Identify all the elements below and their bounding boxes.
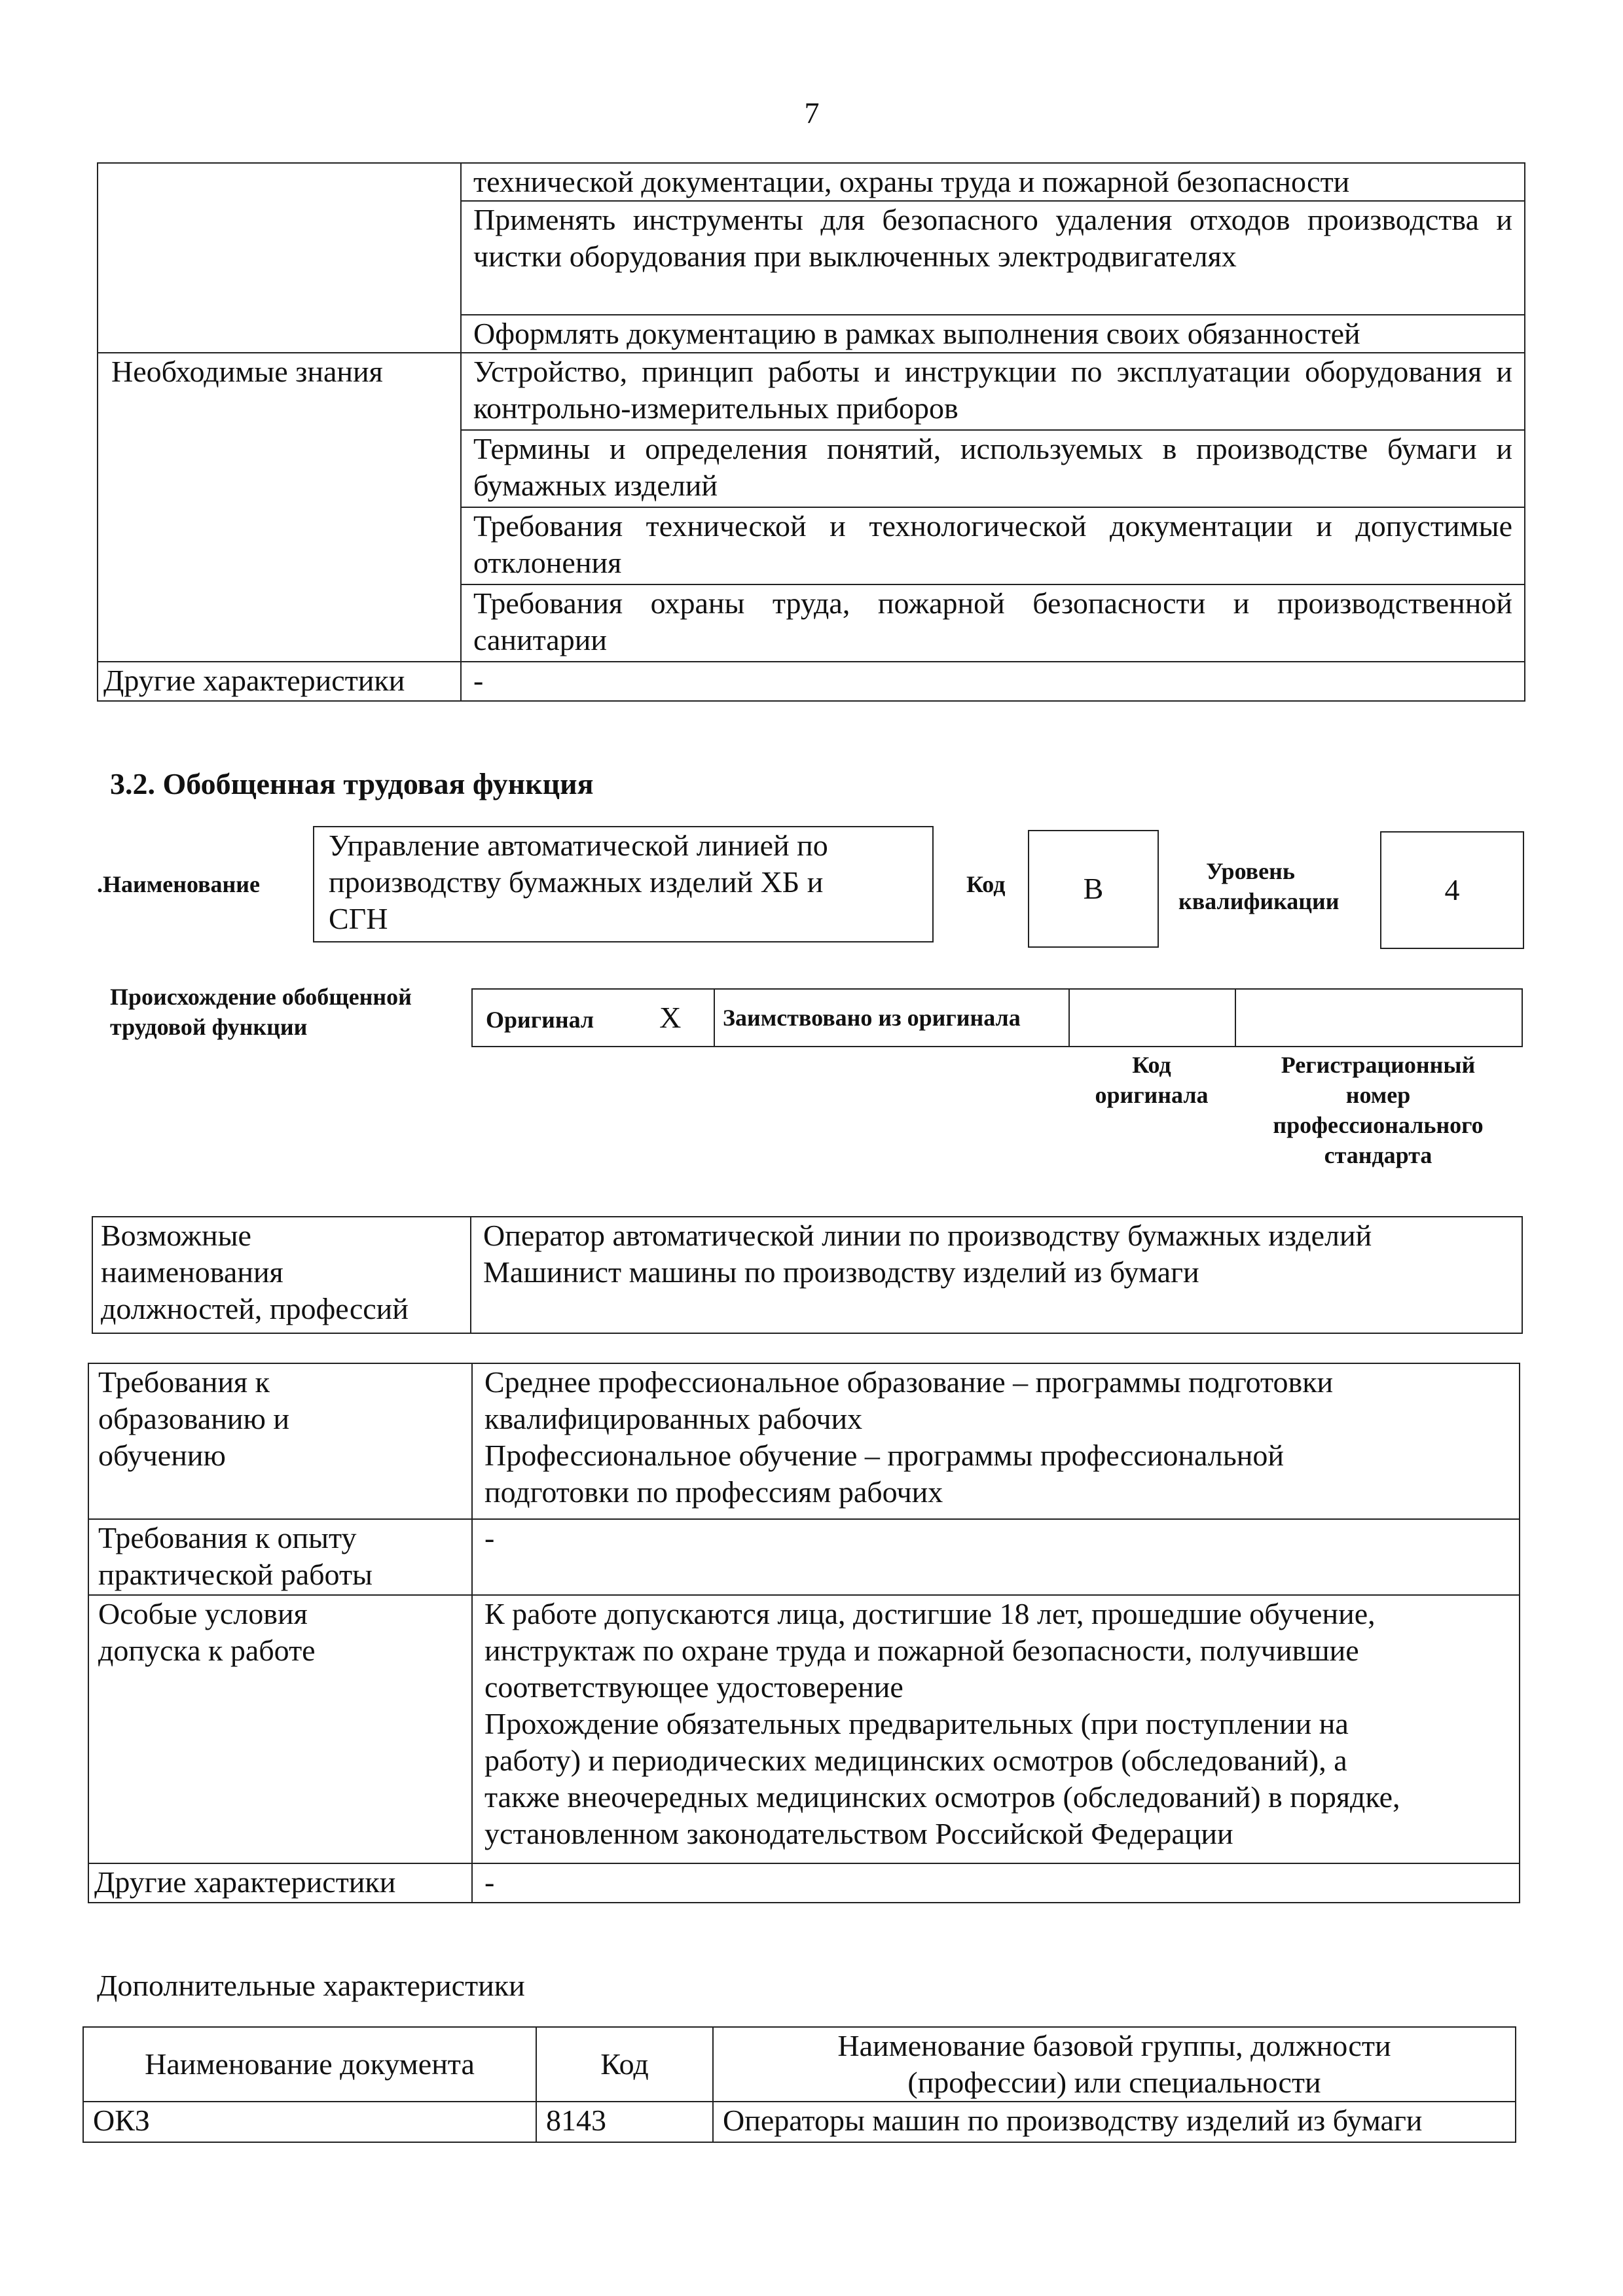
knowledge-label: Необходимые знания bbox=[98, 353, 461, 662]
knowledge-item: Требования технической и технологической документации и допустимые отклонения bbox=[461, 507, 1525, 584]
top-table-empty-cell bbox=[98, 163, 461, 353]
row-code: 8143 bbox=[536, 2102, 713, 2142]
original-mark: Х bbox=[659, 1001, 682, 1034]
function-name-line: Управление автоматической линией по bbox=[329, 829, 828, 862]
function-name-line: СГН bbox=[329, 902, 388, 935]
education-value: Среднее профессиональное образование – программы подготовки квалифицированных рабочих Профессиональное обучение – программы профессиональной подготовки по профессиям рабочих bbox=[472, 1363, 1520, 1519]
experience-label: Требования к опыту практической работы bbox=[88, 1519, 472, 1595]
special-conditions-value: К работе допускаются лица, достигшие 18 лет, прошедшие обучение, инструктаж по охране труда и пожарной безопасности, получившие соответствующее удостоверение Прохождение обязательных предварительных (при поступлении на работу) и периодических медицинских осмотров (обследований), а также внеочередных медицинских осмотров (обследований) в порядке, установленном законодательством Российской Федерации bbox=[472, 1595, 1520, 1863]
knowledge-item: Устройство, принцип работы и инструкции по эксплуатации оборудования и контрольно-измерительных приборов bbox=[461, 353, 1525, 430]
other-characteristics-value: - bbox=[472, 1863, 1520, 1903]
original-label: Оригинал bbox=[486, 1007, 594, 1033]
other-characteristics-value: - bbox=[461, 662, 1525, 701]
qualification-level-value: 4 bbox=[1444, 873, 1460, 906]
borrowed-label: Заимствовано из оригинала bbox=[714, 989, 1069, 1047]
row-group: Операторы машин по производству изделий из бумаги bbox=[713, 2102, 1516, 2142]
header-group: Наименование базовой группы, должности (профессии) или специальности bbox=[713, 2027, 1516, 2102]
code-value: В bbox=[1083, 872, 1104, 905]
registration-number-caption: Регистрационный номер профессионального стандарта bbox=[1273, 1052, 1484, 1168]
skill-item: Применять инструменты для безопасного удаления отходов производства и чистки оборудования при выключенных электродвигателях bbox=[461, 201, 1525, 315]
education-label: Требования к образованию и обучению bbox=[88, 1363, 472, 1519]
experience-value: - bbox=[472, 1519, 1520, 1595]
function-name-line: производству бумажных изделий ХБ и bbox=[329, 865, 824, 899]
page-number: 7 bbox=[804, 96, 820, 130]
other-characteristics-label: Другие характеристики bbox=[98, 662, 461, 701]
requirements-table bbox=[88, 1363, 1520, 1903]
positions-values bbox=[471, 1217, 1522, 1333]
original-cell bbox=[472, 989, 714, 1047]
qualification-level-box bbox=[1380, 831, 1524, 949]
code-value-box bbox=[1028, 830, 1159, 948]
original-code-caption: Код оригинала bbox=[1095, 1052, 1209, 1108]
positions-table bbox=[92, 1216, 1523, 1334]
row-document: ОКЗ bbox=[83, 2102, 536, 2142]
code-label: Код bbox=[966, 871, 1006, 897]
special-conditions-label: Особые условия допуска к работе bbox=[88, 1595, 472, 1863]
positions-label: Возможные наименования должностей, профессий bbox=[92, 1217, 471, 1333]
knowledge-item: Требования охраны труда, пожарной безопасности и производственной санитарии bbox=[461, 584, 1525, 662]
name-label: .Наименование bbox=[97, 871, 260, 897]
header-document: Наименование документа bbox=[83, 2027, 536, 2102]
origin-label: Происхождение обобщенной трудовой функции bbox=[110, 984, 412, 1040]
position-item: Оператор автоматической линии по производству бумажных изделий bbox=[483, 1219, 1372, 1252]
section-title: 3.2. Обобщенная трудовая функция bbox=[110, 767, 594, 800]
skill-item: Оформлять документацию в рамках выполнения своих обязанностей bbox=[461, 315, 1525, 353]
function-name-box bbox=[313, 826, 934, 942]
knowledge-item: Термины и определения понятий, используемых в производстве бумаги и бумажных изделий bbox=[461, 430, 1525, 507]
registration-number-cell bbox=[1235, 989, 1522, 1047]
original-code-cell bbox=[1069, 989, 1235, 1047]
additional-title: Дополнительные характеристики bbox=[97, 1969, 525, 2002]
qualification-level-label: Уровень квалификации bbox=[1178, 858, 1340, 914]
position-item: Машинист машины по производству изделий из бумаги bbox=[483, 1255, 1199, 1289]
skill-item: технической документации, охраны труда и пожарной безопасности bbox=[461, 163, 1525, 201]
header-code: Код bbox=[536, 2027, 713, 2102]
additional-table bbox=[82, 2026, 1516, 2143]
top-table bbox=[97, 162, 1525, 702]
origin-table bbox=[471, 988, 1523, 1047]
other-characteristics-label: Другие характеристики bbox=[88, 1863, 472, 1903]
